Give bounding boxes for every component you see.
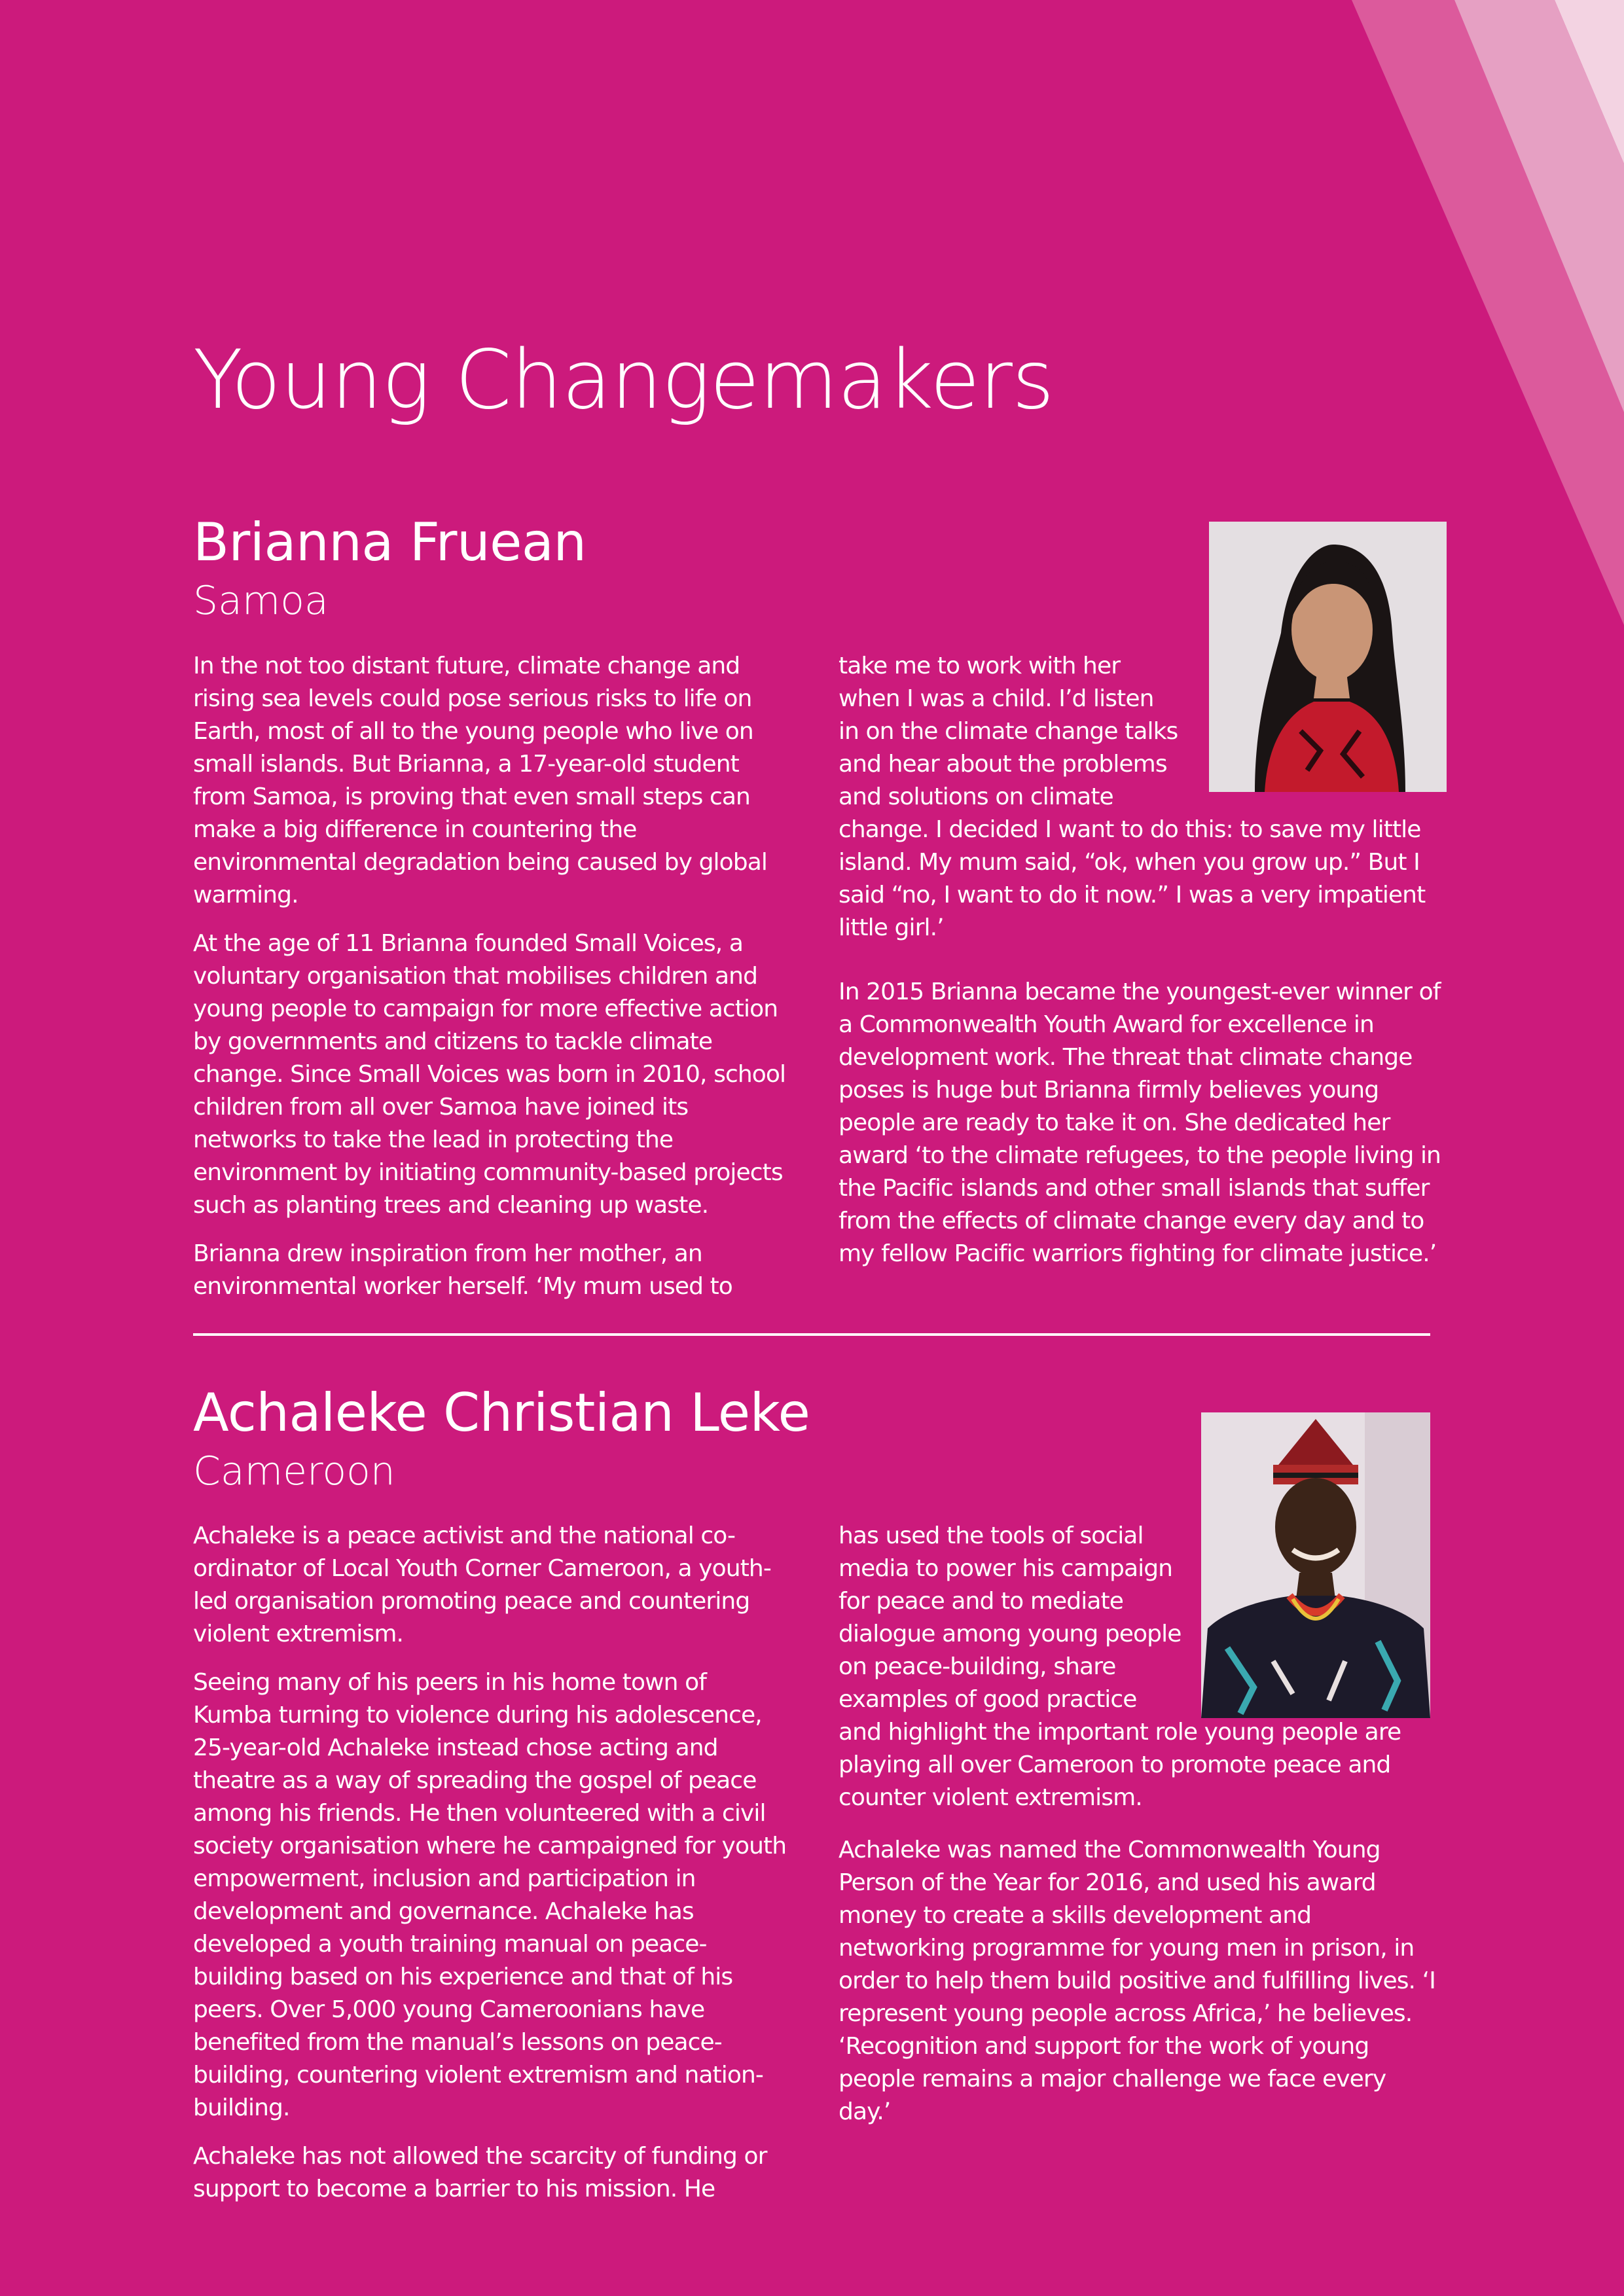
portrait-photo: [1209, 522, 1447, 792]
paragraph: has used the tools of social media to power his campaign for peace and to mediate dialogue among young people on peace-building, share examples of good practice and highlight the important role young people are playing all over Cameroon to promote peace and counter violent extremism.: [839, 1522, 1401, 1811]
portrait-photo: [1201, 1412, 1430, 1718]
page-title: Young Changemakers: [193, 333, 1054, 427]
profile-left-column: [193, 650, 789, 1319]
profile-left-column: [193, 1520, 789, 2221]
paragraph: take me to work with her when I was a child. I’d listen in on the climate change talks and hear about the problems and solutions on climate change. I decided I want to do this: to save my little island. My mum said, “ok, when you grow up.” But I said “no, I want to do it now.” I was a very impatient little girl.’: [839, 653, 1426, 941]
profile-name: Brianna Fruean: [193, 512, 586, 573]
paragraph: Achaleke is a peace activist and the national co-ordinator of Local Youth Corner Cameroon, a youth-led organisation promoting peace and countering violent extremism.: [193, 1522, 771, 1647]
profile-country: Cameroon: [193, 1448, 395, 1494]
profile-country: Samoa: [193, 578, 329, 624]
paragraph: In the not too distant future, climate change and rising sea levels could pose serious risks to life on Earth, most of all to the young people who live on small islands. But Brianna, a 17-year-old student from Samoa, is proving that even small steps can make a big difference in countering the environmental degradation being caused by global warming.: [193, 653, 767, 908]
paragraph: Achaleke was named the Commonwealth Young Person of the Year for 2016, and used his award money to create a skills development and networking programme for young men in prison, in order to help them build positive and fulfilling lives. ‘I represent young people across Africa,’ he believes. ‘Recognition and support for the work of young people remains a major challenge we face every day.’: [839, 1837, 1435, 2125]
paragraph: Seeing many of his peers in his home town of Kumba turning to violence during his adolescence, 25-year-old Achaleke instead chose acting and theatre as a way of spreading the gospel of peace among his friends. He then volunteered with a civil society organisation where he campaigned for youth empowerment, inclusion and participation in development and governance. Achaleke has developed a youth training manual on peace-building based on his experience and that of his peers. Over 5,000 young Cameroonians have benefited from the manual’s lessons on peace-building, countering violent extremism and nation-building.: [193, 1669, 787, 2121]
paragraph: Brianna drew inspiration from her mother, an environmental worker herself. ‘My mum used to: [193, 1240, 732, 1300]
paragraph: At the age of 11 Brianna founded Small Voices, a voluntary organisation that mobilises children and young people to campaign for more effective action by governments and citizens to tackle climate change. Since Small Voices was born in 2010, school children from all over Samoa have joined its networks to take the lead in protecting the environment by initiating community-based projects such as planting trees and cleaning up waste.: [193, 930, 786, 1219]
paragraph: Achaleke has not allowed the scarcity of funding or support to become a barrier to his mission. He: [193, 2143, 767, 2202]
paragraph: In 2015 Brianna became the youngest-ever winner of a Commonwealth Youth Award for excellence in development work. The threat that climate change poses is huge but Brianna firmly believes young people are ready to take it on. She dedicated her award ‘to the climate refugees, to the people living in the Pacific islands and other small islands that suffer from the effects of climate change every day and to my fellow Pacific warriors fighting for climate justice.’: [839, 978, 1441, 1267]
section-divider: [193, 1333, 1430, 1336]
profile-name: Achaleke Christian Leke: [193, 1382, 810, 1443]
